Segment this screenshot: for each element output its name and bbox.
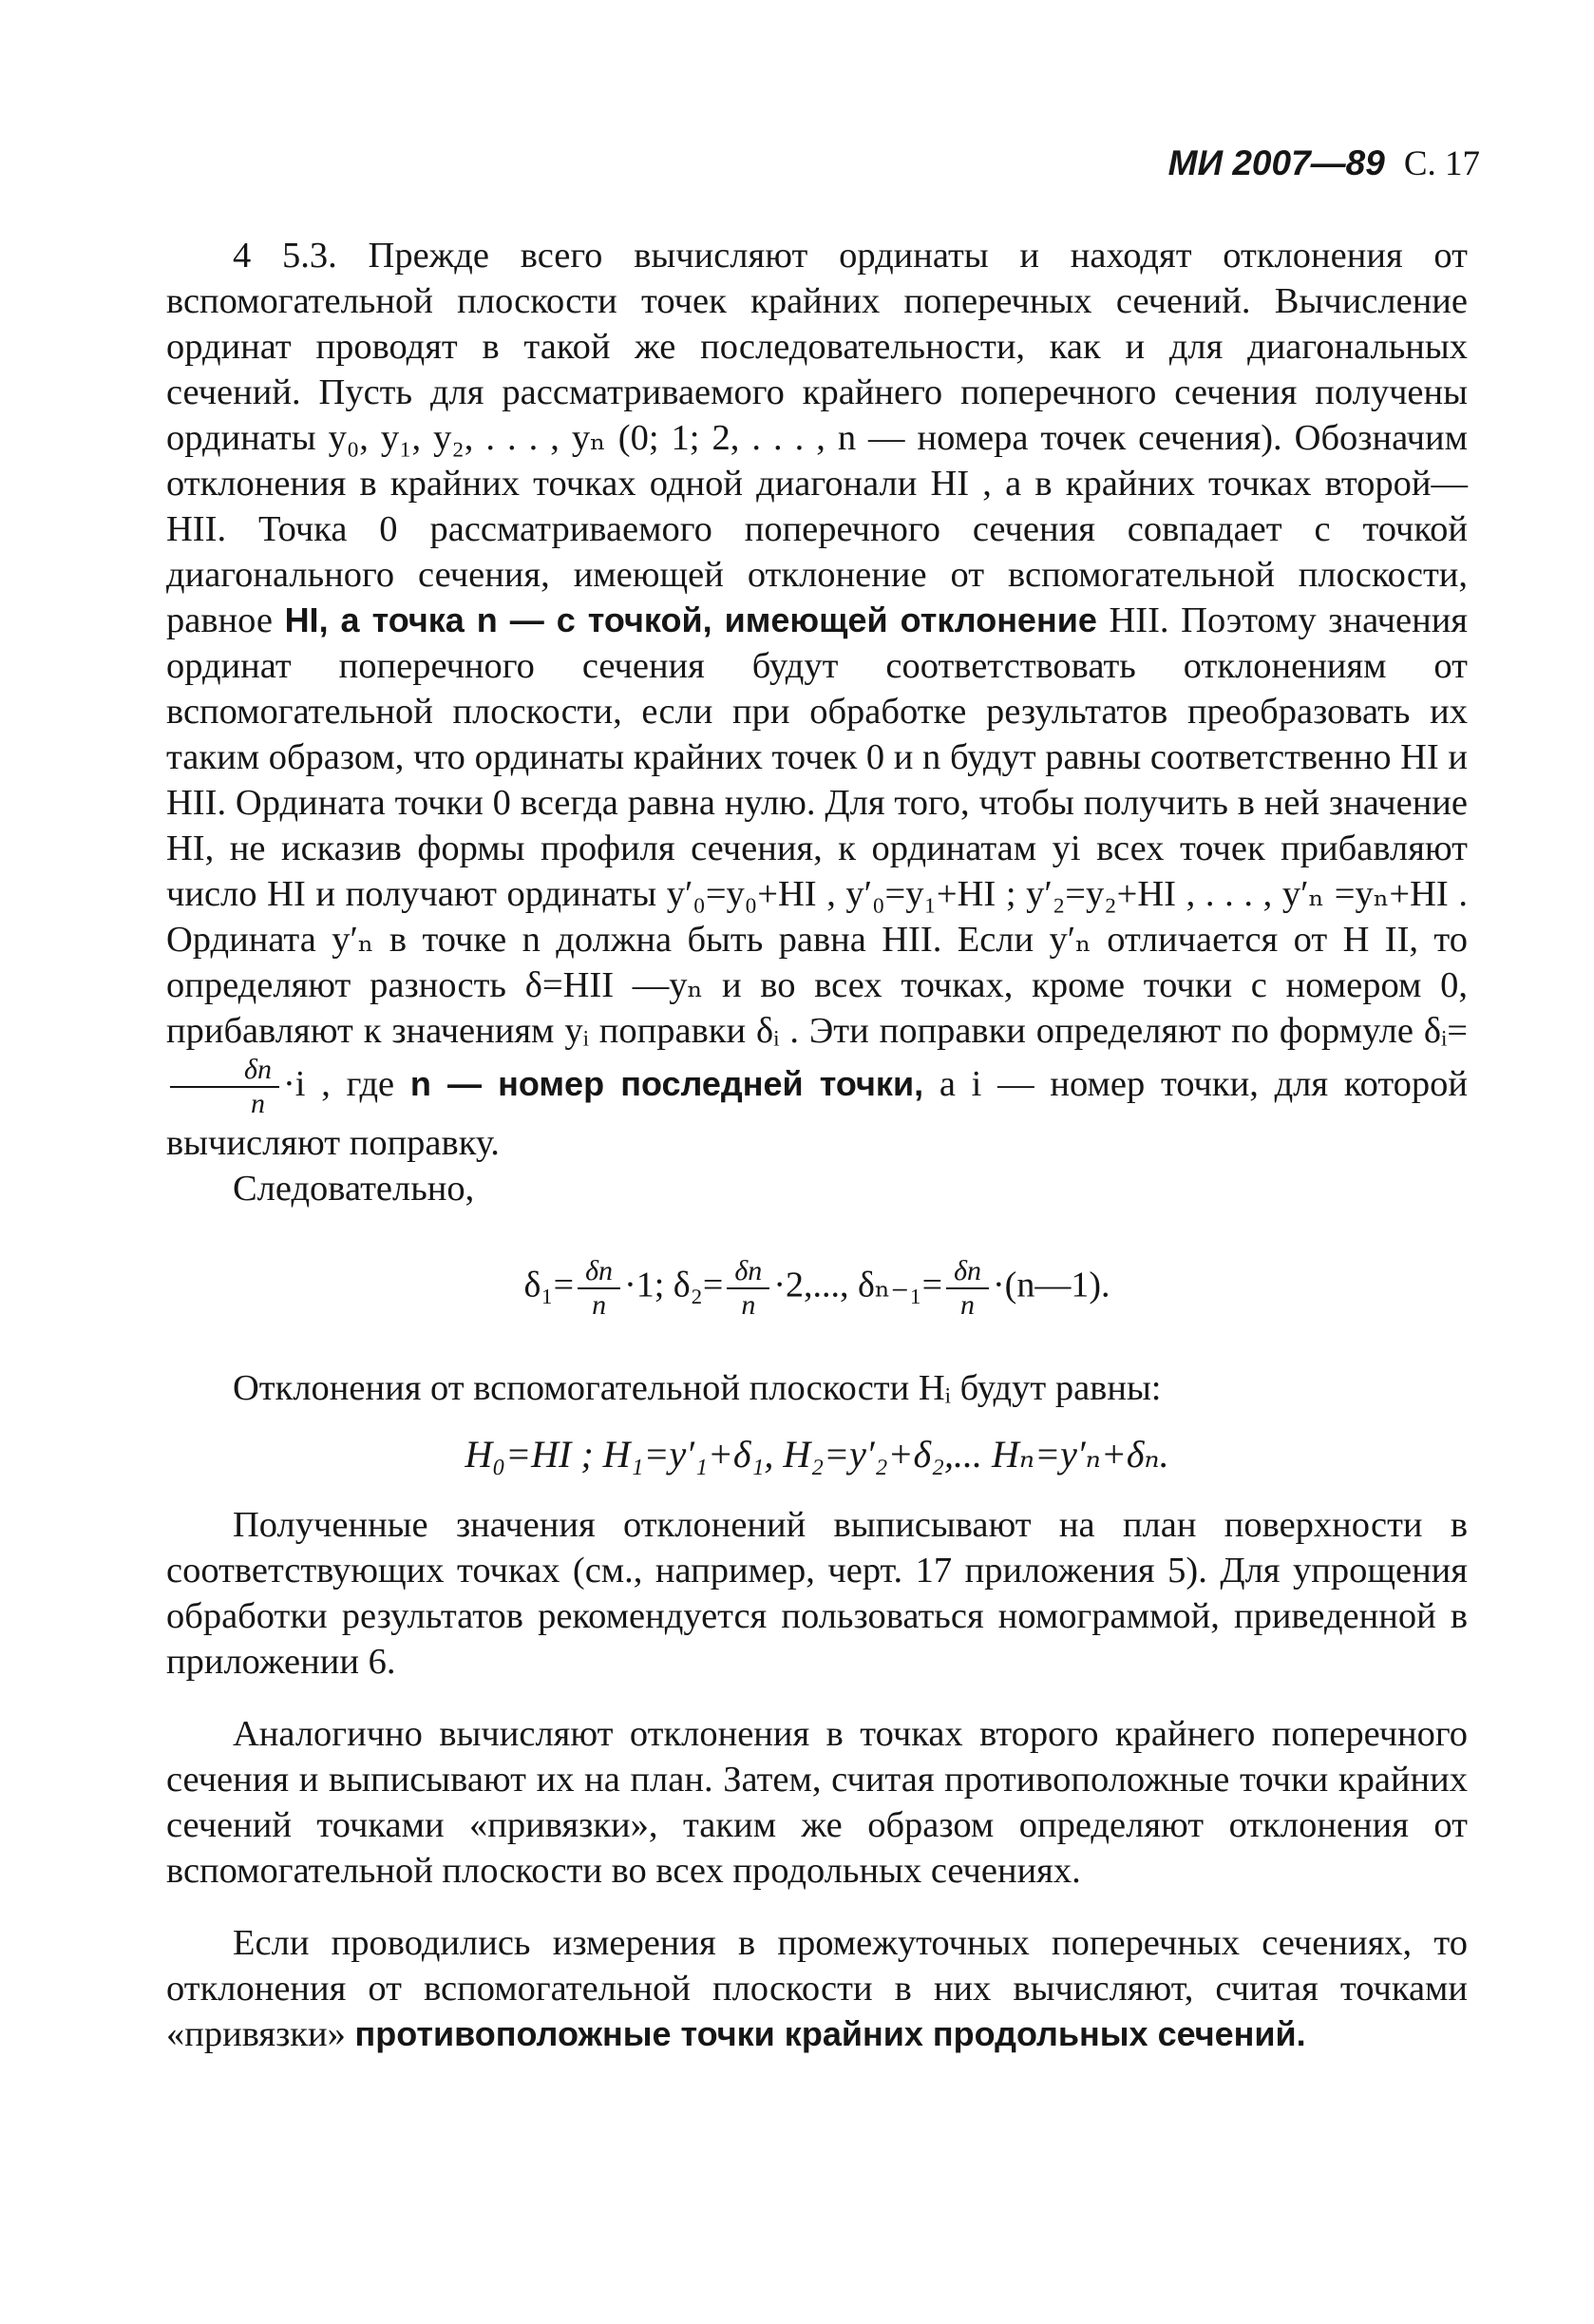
formula-1-frac-c xyxy=(946,1255,989,1322)
fraction-denominator: n xyxy=(250,1088,265,1119)
fraction-numerator: δn xyxy=(170,1054,279,1088)
deviations-intro: Отклонения от вспомогательной плоскости Hᵢ будут равны: xyxy=(233,1368,1162,1408)
paragraph-intermediate xyxy=(166,1920,1468,2057)
formula-1-den-c: n xyxy=(960,1289,976,1321)
paragraph-text-1: 4 5.3. Прежде всего вычисляют ординаты и находят отклонения от вспомогательной плоскости точек крайних поперечных сечений. Вычисление ординат проводят в такой же последовательности, как и для диагональных сечений. Пусть для рассматриваемого крайнего поперечного сечения получены ординаты y₀, y₁, y₂, . . . , yₙ (0; 1; 2, . . . , n — номера точек сечения). Обозначим отклонения в крайних точках одной диагонали HI , а в крайних точках второй— HII. Точка 0 рассматриваемого поперечного сечения совпадает с точкой диагонального сечения, имеющей отклонение от вспомогательной плоскости, равное xyxy=(166,236,1468,640)
formula-1-frac-a xyxy=(578,1255,620,1322)
correction-fraction xyxy=(170,1054,279,1120)
paragraph-text-2: HII. Поэтому значения ординат поперечного сечения будут соответствовать отклонениям от вспомогательной плоскости, если при обработке результатов преобразовать их таким образом, что ординаты крайних точек 0 и n будут равны соответственно HI и HII. Ордината точки 0 всегда равна нулю. Для того, чтобы получить в ней значение HI, не исказив формы профиля сечения, к ординатам yi всех точек прибавляют число HI и получают ординаты y′₀=y₀+HI , y′₀=y₁+HI ; y′₂=y₂+HI , . . . , y′ₙ =yₙ+HI . Ордината y′ₙ в точке n должна быть равна HII. Если y′ₙ отличается от H II, то определяют разность δ=HII —yₙ и во всех точках, кроме точки с номером 0, прибавляют к значениям yᵢ поправки δᵢ . Эти поправки определяют по формуле δᵢ= xyxy=(166,600,1469,1051)
formula-deviations: H₀=HI ; H₁=y′₁+δ₁, H₂=y′₂+δ₂,... Hₙ=y′ₙ+δₙ. xyxy=(465,1433,1169,1476)
formula-1-mid-1: ·1; δ₂= xyxy=(624,1265,724,1305)
paragraph-results: Полученные значения отклонений выписывают на план поверхности в соответствующих точках (см., например, черт. 17 приложения 5). Для упрощения обработки результатов рекомендуется пользоваться номограммой, приведенной в приложении 6. xyxy=(166,1505,1468,1682)
paragraph-intermediate-text: Если проводились измерения в промежуточных поперечных сечениях, то отклонения от вспомогательной плоскости в них вычисляют, считая точками «привязки» xyxy=(166,1923,1468,2054)
page-body xyxy=(166,233,1468,2057)
formula-1-lhs: δ₁= xyxy=(523,1265,575,1305)
consequently-text: Следовательно, xyxy=(233,1169,475,1209)
page-number: С. 17 xyxy=(1403,144,1480,183)
formula-1-den-b: n xyxy=(741,1289,756,1321)
formula-corrections xyxy=(166,1255,1468,1322)
formula-1-tail: ·(n—1). xyxy=(993,1265,1110,1305)
paragraph-text-4: а i — номер точки, для которой вычисляют поправку. xyxy=(166,1063,1469,1163)
paragraph-bold-2: n — номер последней точки, xyxy=(409,1063,924,1103)
page-header xyxy=(1168,143,1480,185)
formula-1-den-a: n xyxy=(592,1289,607,1321)
paragraph-4-5-3 xyxy=(166,233,1468,1166)
paragraph-text-3: ·i , где xyxy=(282,1063,395,1104)
formula-1-mid-2: ·2,..., δₙ₋₁= xyxy=(773,1265,943,1305)
formula-1-frac-b xyxy=(727,1255,769,1322)
paragraph-bold-1: HI, а точка n — с точкой, имеющей отклонение xyxy=(284,600,1097,639)
formula-1-num-c: δn xyxy=(946,1255,989,1289)
document-code: МИ 2007—89 xyxy=(1167,143,1385,182)
paragraph-similar: Аналогично вычисляют отклонения в точках второго крайнего поперечного сечения и выписывают их на план. Затем, считая противоположные точки крайних сечений точками «привязки», таким же образом определяют отклонения от вспомогательной плоскости во всех продольных сечениях. xyxy=(166,1714,1468,1891)
formula-1-num-a: δn xyxy=(578,1255,620,1289)
formula-1-num-b: δn xyxy=(727,1255,769,1289)
paragraph-intermediate-bold: противоположные точки крайних продольных сечений. xyxy=(354,2014,1306,2053)
